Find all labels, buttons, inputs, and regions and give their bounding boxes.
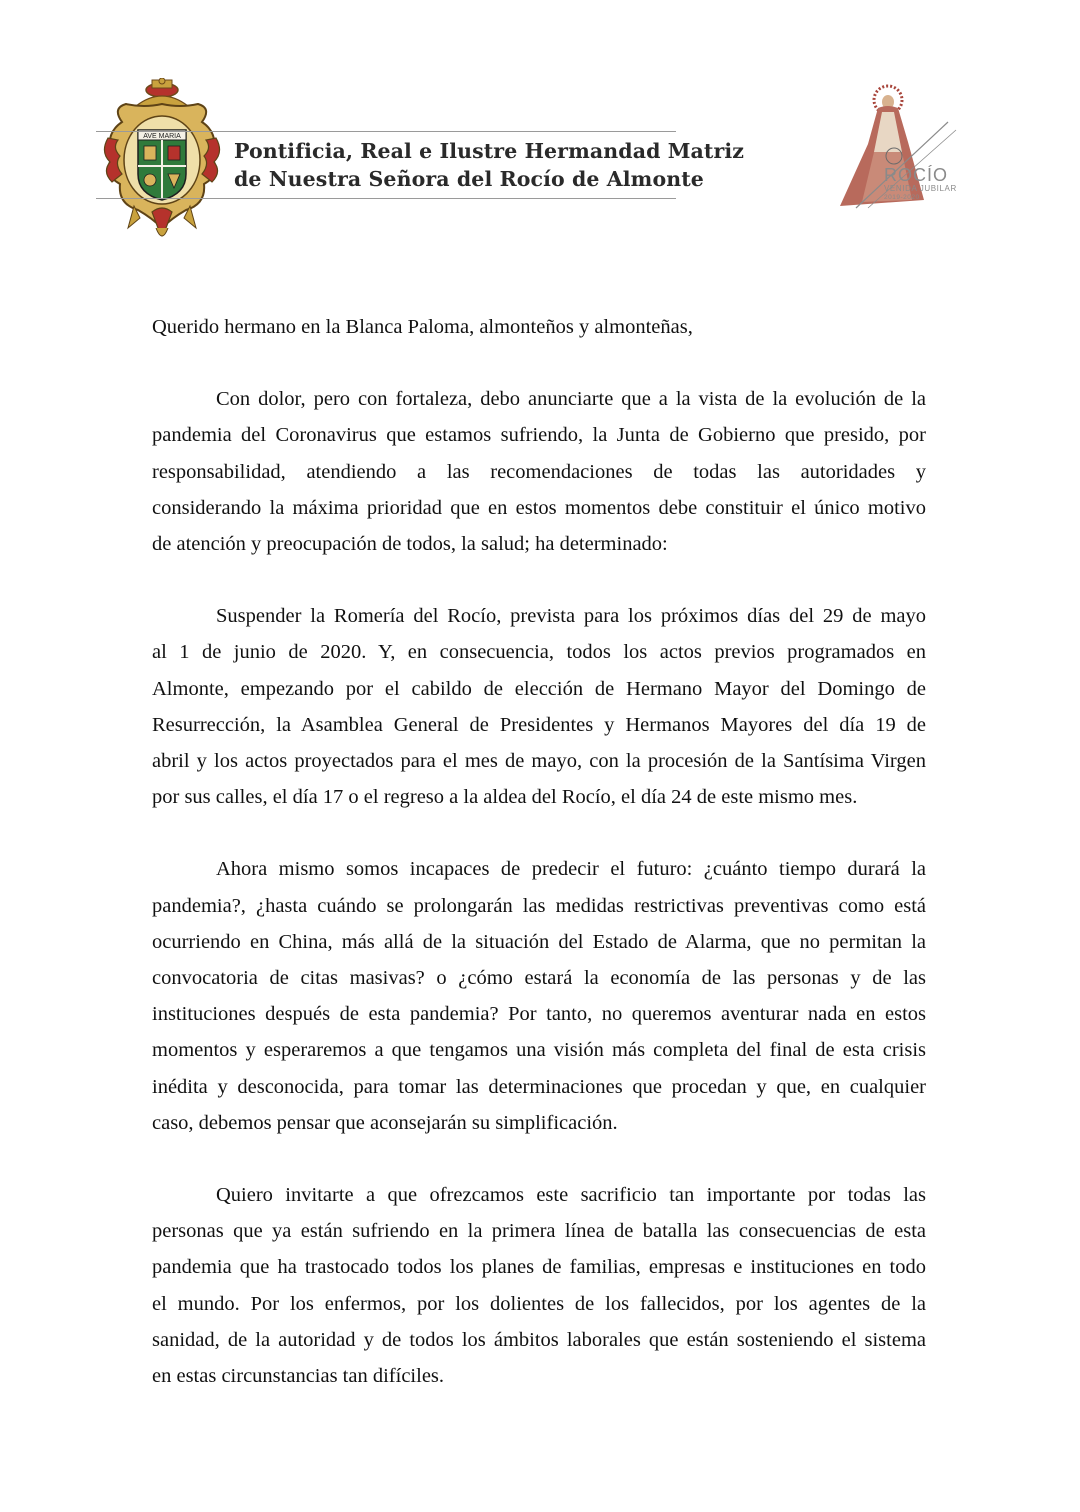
jubilee-subtitle: VENIDA JUBILAR [884,184,957,193]
organization-name-line-2: de Nuestra Señora del Rocío de Almonte [234,167,704,191]
paragraph-line: responsabilidad, atendiendo a las recomendaciones de todas las autoridades y [152,460,926,483]
paragraph-line: de atención y preocupación de todos, la salud; ha determinado: [152,533,668,556]
paragraph-line: pandemia?, ¿hasta cuándo se prolongarán las medidas restrictivas preventivas como está [152,894,926,917]
coat-of-arms-icon [100,78,224,244]
paragraph-3 [152,851,926,1141]
paragraph-line: Quiero invitarte a que ofrezcamos este sacrificio tan importante por todas las [216,1184,926,1207]
letter-body [152,309,926,1430]
paragraph-line: en estas circunstancias tan difíciles. [152,1365,445,1388]
paragraph-line: Ahora mismo somos incapaces de predecir el futuro: ¿cuánto tiempo durará la [216,858,926,881]
organization-name-line-1: Pontificia, Real e Ilustre Hermandad Matriz [234,139,745,163]
paragraph-4 [152,1177,926,1394]
paragraph-line: considerando la máxima prioridad que en estos momentos debe constituir el único motivo [152,496,926,519]
paragraph-line: sanidad, de la autoridad y de todos los ámbitos laborales que están sosteniendo el sistema [152,1328,926,1351]
salutation: Querido hermano en la Blanca Paloma, almonteños y almonteñas, [152,316,693,338]
paragraph-line: el mundo. Por los enfermos, por los dolientes de los fallecidos, por los agentes de la [152,1292,926,1315]
paragraph-line: personas que ya están sufriendo en la primera línea de batalla las consecuencias de esta [152,1220,926,1243]
jubilee-years: 2019-2020 [884,194,920,201]
letter-paragraphs [152,381,926,1394]
paragraph-line: caso, debemos pensar que aconsejarán su simplificación. [152,1111,618,1134]
paragraph-line: Con dolor, pero con fortaleza, debo anunciarte que a la vista de la evolución de la [216,388,926,411]
paragraph-2 [152,598,926,815]
paragraph-line: al 1 de junio de 2020. Y, en consecuencia, todos los actos previos programados en [152,641,926,664]
jubilee-logo-text [884,166,974,202]
svg-text:AVE MARIA: AVE MARIA [143,133,181,140]
paragraph-line: Resurrección, la Asamblea General de Presidentes y Hermanos Mayores del día 19 de [152,713,926,736]
paragraph-line: ocurriendo en China, más allá de la situación del Estado de Alarma, que no permitan la [152,930,926,953]
paragraph-line: pandemia del Coronavirus que estamos sufriendo, la Junta de Gobierno que presido, por [152,424,926,447]
paragraph-line: abril y los actos proyectados para el mes de mayo, con la procesión de la Santísima Virgen [152,750,926,773]
jubilee-title: ROCÍO [884,165,949,185]
paragraph-line: convocatoria de citas masivas? o ¿cómo estará la economía de las personas y de las [152,967,926,990]
paragraph-line: instituciones después de esta pandemia? Por tanto, no queremos aventurar nada en estos [152,1003,926,1026]
paragraph-line: inédita y desconocida, para tomar las determinaciones que procedan y que, en cualquier [152,1075,926,1098]
header-rule-bottom [96,198,676,199]
paragraph-line: por sus calles, el día 17 o el regreso a la aldea del Rocío, el día 24 de este mismo mes. [152,786,858,809]
paragraph-line: pandemia que ha trastocado todos los planes de familias, empresas e instituciones en todo [152,1256,926,1279]
paragraph-line: Almonte, empezando por el cabildo de elección de Hermano Mayor del Domingo de [152,677,926,700]
paragraph-line: momentos y esperaremos a que tengamos una visión más completa del final de esta crisis [152,1039,926,1062]
paragraph-line: Suspender la Romería del Rocío, prevista para los próximos días del 29 de mayo [216,605,926,628]
paragraph-1 [152,381,926,562]
organization-name [234,137,745,193]
header-rule-top [96,131,676,132]
